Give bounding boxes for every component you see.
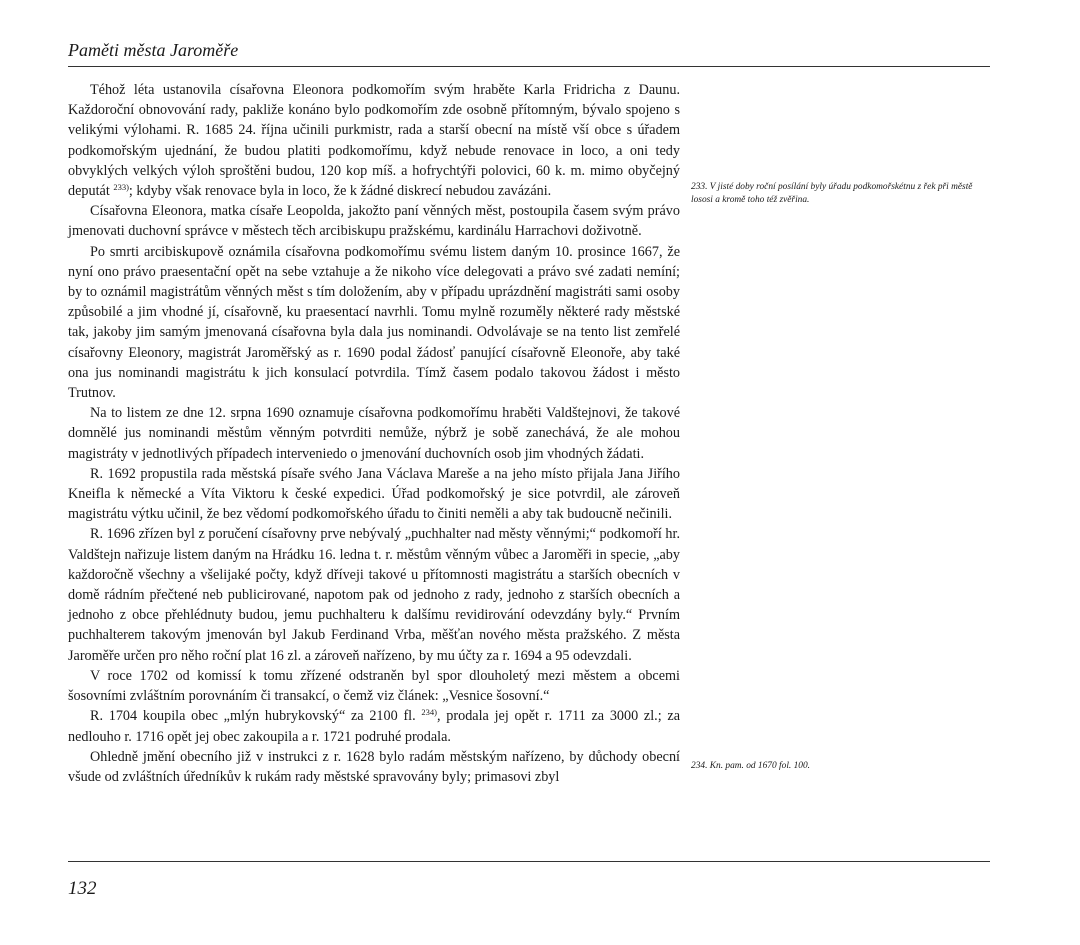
paragraph-text: R. 1704 koupila obec „mlýn hubrykovský“ za 2100 fl. [90, 708, 416, 725]
paragraph: Po smrti arcibiskupově oznámila císařovna podkomořímu svému listem daným 10. prosince 1667, že nyní ono právo praesentační opět na sebe vztahuje a že nikoho více delegovati a právo své zadati nemíní; by to oznámil magistrátům věnných měst s tím doložením, aby v případu uprázdnění magistráti sami osoby způsobilé a jim vhodné jí, císařovně, ku praesentací navrhli. Tomu mylně rozuměly některé rady městské tak, jakoby jim samým jmenovaná císařovna byla dala jus nominandi. Odvolávaje se na tento list zemřelé císařovny Eleonory, magistrát Jaroměřský as r. 1690 podal žádosť panující císařovně Eleonoře, aby také ona jus nominandi magistrátu k jich konsulací potvrdila. Tímž časem podalo takovou žádost i město Trutnov. [68, 243, 680, 402]
paragraph: Císařovna Eleonora, matka císaře Leopolda, jakožto paní věnných měst, postoupila časem svým právo jmenovati duchovní správce v městech těch arcibiskupu pražskému, kardinálu Harrachovi doživotně. [68, 203, 680, 240]
footnote-reference: 234) [421, 707, 438, 718]
paragraph: R. 1692 propustila rada městská písaře svého Jana Václava Mareše a na jeho místo přijala Jana Jiřího Kneifla k německé a Víta Viktoru k české expedici. Úřad podkomořský je sice potvrdil, ale zároveň magistrátu výtku učinil, že bez vědomí podkomořského úřadu to činiti neměli a aby tak budoucně nečinili. [68, 465, 680, 523]
paragraph-text: Téhož léta ustanovila císařovna Eleonora podkomořím svým hraběte Karla Fridricha z Daunu. Každoroční obnovování rady, pakliže konáno bylo podkomořím zde osobně přítomným, bývalo spojeno s velikými výlohami. R. 1685 24. října učinili purkmistr, rada a starší obecní na místě vší obce s úřadem podkomořským ujednání, že budou platiti podkomořímu, když nebude renovace in loco, a oni tedy obvyklých velkých výloh sproštěni budou, 120 kop míš. a hofrychtýři polovici, 60 k. m. mimo obyčejný deputát [68, 82, 680, 200]
paragraph-text: ; kdyby však renovace byla in loco, že k žádné diskrecí nebudou zavázáni. [128, 183, 552, 200]
paragraph: Na to listem ze dne 12. srpna 1690 oznamuje císařovna podkomořímu hraběti Valdštejnovi, že takové domnělé jus nominandi městům věnným potvrditi nemůže, nýbrž je sobě zanechává, že ale mohou magistráty v jednotlivých případech interveniedo o jmenování duchovních osob jim vhodných žádati. [68, 405, 680, 462]
paragraph: V roce 1702 od komissí k tomu zřízené odstraněn byl spor dlouholetý mezi městem a obcemi šosovními zvláštním porovnáním či transakcí, o čemž viz článek: „Vesnice šosovní.“ [68, 667, 680, 705]
footnote-234: 234. Kn. pam. od 1670 fol. 100. [691, 761, 811, 771]
header-rule [68, 66, 990, 67]
running-header-title: Paměti města Jaroměře [68, 40, 239, 60]
footnote-233: 233. V jisté doby roční posílání byly úřadu podkomořskétnu z řek při městě lososi a kromě toho též zvěřina. [691, 182, 973, 205]
footnote-reference: 233) [113, 182, 129, 193]
page-number: 132 [68, 878, 97, 899]
footer-rule [68, 861, 990, 862]
paragraph-text: , prodala jej opět r. 1711 za 3000 zl.; za nedlouho r. 1716 opět jej obec zakoupila a r. 1721 podruhé prodala. [68, 708, 680, 745]
paragraph: R. 1696 zřízen byl z poručení císařovny prve nebývalý „puchhalter nad městy věnnými;“ podkomoří hr. Valdštejn nařizuje listem daným na Hrádku 16. ledna t. r. městům věnným vůbec a Jaroměři in specie, „aby každoročně všechny a všelijaké počty, když dříveji takové u přítomnosti magistrátu a starších obecních v domě rádním přečtené neb publicirované, napotom pak od jednoho z rady, jednoho z starších obecních a jednoho z obce přehlédnuty budou, jemu puchhalteru k dalšímu revidirování odevzdány byly.“ Prvním puchhalterem takovým jmenován byl Jakub Ferdinand Vrba, měšťan nového města pražského. Z města Jaroměře určen pro něho roční plat 16 zl. a zároveň nařízeno, by mu účty za r. 1694 a 95 odevzdali. [68, 526, 680, 664]
main-text [68, 80, 680, 787]
paragraph: Ohledně jmění obecního již v instrukci z r. 1628 bylo radám městským nařízeno, by důchody obecní všude od zvláštních úředníkův k rukám rady městské spravovány byly; primasovi zbyl [68, 748, 680, 785]
paragraph [68, 706, 680, 746]
paragraph [68, 80, 680, 201]
